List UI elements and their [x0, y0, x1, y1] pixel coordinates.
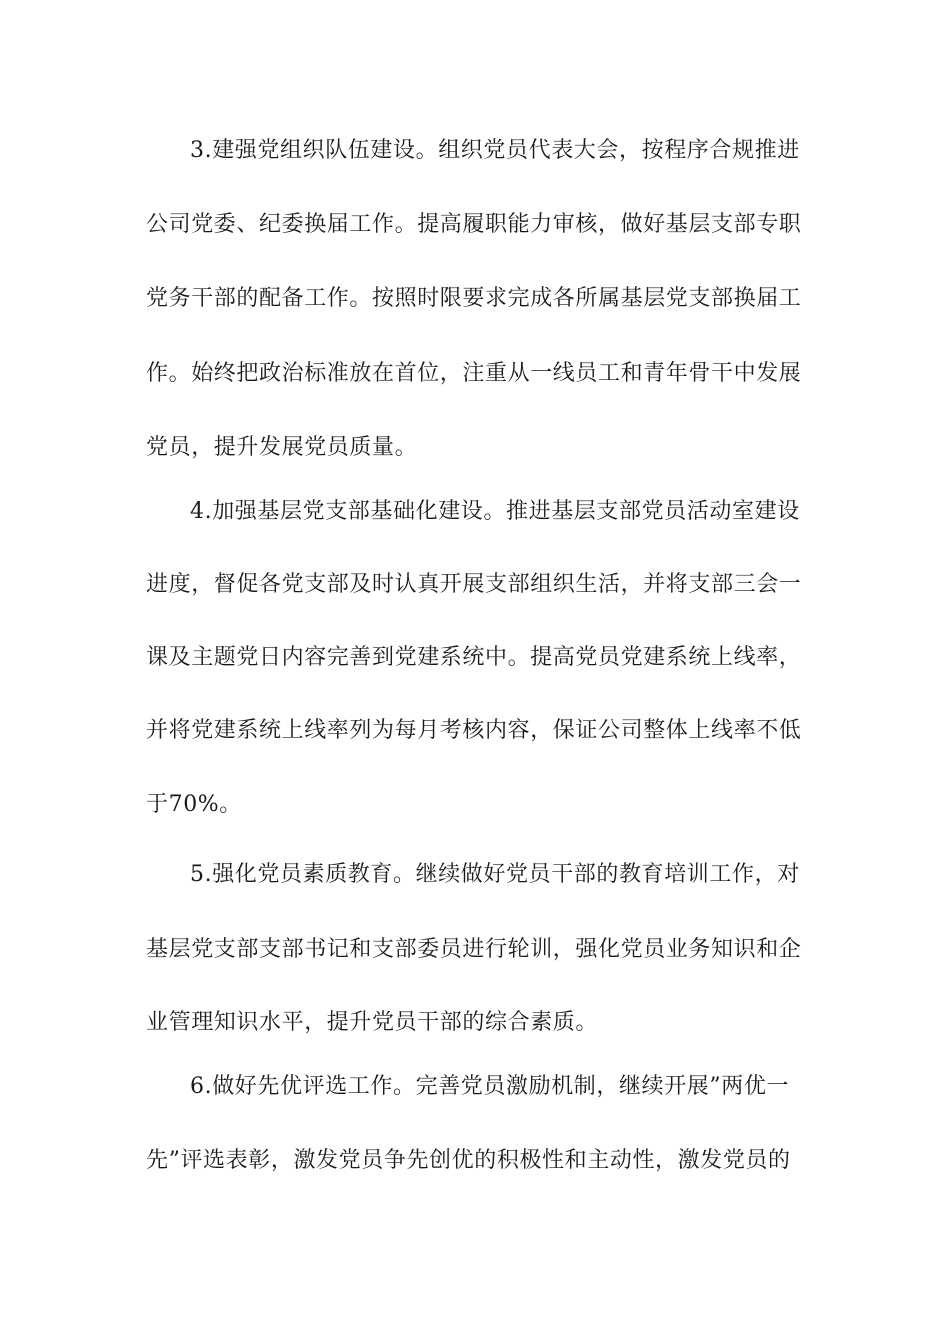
paragraph-5-line-3: 业管理知识水平，提升党员干部的综合素质。 [146, 1010, 599, 1035]
paragraph-3-line-2: 公司党委、纪委换届工作。提高履职能力审核，做好基层支部专职 [146, 212, 802, 237]
paragraph-6-line-2: 先”评选表彰，激发党员争先创优的积极性和主动性，激发党员的 [146, 1148, 791, 1173]
paragraph-5-line-2: 基层党支部支部书记和支部委员进行轮训，强化党员业务知识和企 [146, 937, 802, 962]
paragraph-4-line-3: 课及主题党日内容完善到党建系统中。提高党员党建系统上线率， [146, 645, 802, 670]
paragraph-6-line-1: 6.做好先优评选工作。完善党员激励机制，继续开展”两优一 [190, 1074, 790, 1099]
paragraph-4-line-4: 并将党建系统上线率列为每月考核内容，保证公司整体上线率不低 [146, 718, 802, 743]
paragraph-3-line-1: 3.建强党组织队伍建设。组织党员代表大会，按程序合规推进 [190, 138, 800, 163]
paragraph-5-line-1: 5.强化党员素质教育。继续做好党员干部的教育培训工作，对 [190, 862, 800, 887]
paragraph-4-line-2: 进度，督促各党支部及时认真开展支部组织生活，并将支部三会一 [146, 572, 802, 597]
paragraph-4-line-1: 4.加强基层党支部基础化建设。推进基层支部党员活动室建设 [190, 499, 800, 524]
paragraph-3-line-3: 党务干部的配备工作。按照时限要求完成各所属基层党支部换届工 [146, 286, 802, 311]
paragraph-4-line-5: 于70%。 [146, 792, 242, 817]
paragraph-3-line-4: 作。始终把政治标准放在首位，注重从一线员工和青年骨干中发展 [146, 361, 802, 386]
paragraph-3-line-5: 党员，提升发展党员质量。 [146, 435, 418, 460]
